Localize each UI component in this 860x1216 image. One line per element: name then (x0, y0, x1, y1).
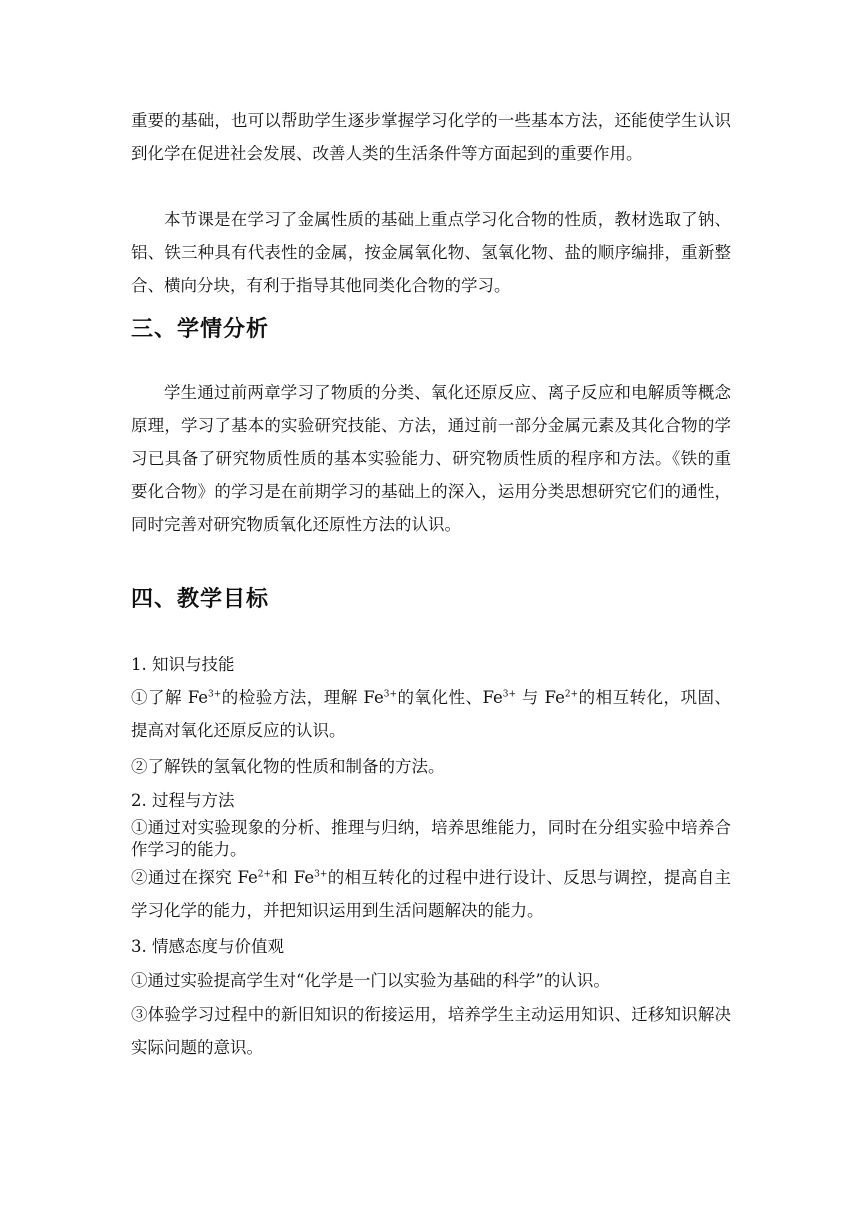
fe2-superscript: 2+ (564, 689, 579, 700)
fe3-superscript: 3+ (208, 689, 222, 700)
student-analysis-paragraph: 学生通过前两章学习了物质的分类、氧化还原反应、离子反应和电解质等概念原理，学习了基本的实验研究技能、方法，通过前一部分金属元素及其化合物的学习已具备了研究物质性质的基本实验能力、研究物质性质的程序和方法。《铁的重要化合物》的学习是在前期学习的基础上的深入，运用分类思想研究它们的通性，同时完善对研究物质氧化还原性方法的认识。 (131, 383, 731, 534)
goal-item-fe-text-b: 的检验方法，理解 Fe (221, 688, 384, 707)
fe3-superscript: 3+ (314, 869, 328, 880)
section-heading-teaching-goals: 四、教学目标 (131, 587, 270, 612)
fe3-superscript: 3+ (383, 689, 398, 700)
goal-item-conv-text-a: ②通过在探究 Fe (131, 868, 258, 887)
goal-item-fe-text-d: 与 Fe (516, 688, 565, 707)
goal-item-fe-text-e: 的相互转化，巩固、提高对氧化还原反应的认识。 (131, 688, 732, 740)
goal-item-fe-text-c: 的氧化性、Fe (397, 688, 503, 707)
fe2-superscript: 2+ (257, 869, 272, 880)
goal-item-fe-ions (131, 681, 731, 747)
goal-item-experiment-science: ①通过实验提高学生对“化学是一门以实验为基础的科学”的认识。 (131, 971, 610, 990)
subheading-attitude-values: 3. 情感态度与价值观 (131, 937, 284, 956)
goal-item-knowledge-transfer: ③体验学习过程中的新旧知识的衔接运用，培养学生主动运用知识、迁移知识解决实际问题的意识。 (131, 1005, 731, 1057)
subheading-process-method: 2. 过程与方法 (131, 791, 235, 810)
intro-paragraph-2: 本节课是在学习了金属性质的基础上重点学习化合物的性质，教材选取了钠、铝、铁三种具有代表性的金属，按金属氧化物、氢氧化物、盐的顺序编排，重新整合、横向分块，有利于指导其他同类化合物的学习。 (131, 210, 731, 295)
section-heading-student-analysis: 三、学情分析 (131, 317, 270, 342)
goal-item-hydroxide: ②了解铁的氢氧化物的性质和制备的方法。 (131, 757, 445, 776)
fe3-superscript: 3+ (502, 689, 517, 700)
intro-paragraph-1: 重要的基础，也可以帮助学生逐步掌握学习化学的一些基本方法，还能使学生认识到化学在促进社会发展、改善人类的生活条件等方面起到的重要作用。 (131, 111, 731, 163)
goal-item-conv-text-c: 的相互转化的过程中进行设计、反思与调控，提高自主学习化学的能力，并把知识运用到生活问题解决的能力。 (131, 868, 732, 920)
goal-item-experiment-analysis: ①通过对实验现象的分析、推理与归纳，培养思维能力，同时在分组实验中培养合作学习的能力。 (131, 818, 731, 859)
subheading-knowledge-skills: 1. 知识与技能 (131, 655, 235, 674)
goal-item-fe-text-a: ①了解 Fe (131, 688, 209, 707)
goal-item-fe-conversion (131, 861, 731, 927)
goal-item-conv-text-b: 和 Fe (271, 868, 315, 887)
